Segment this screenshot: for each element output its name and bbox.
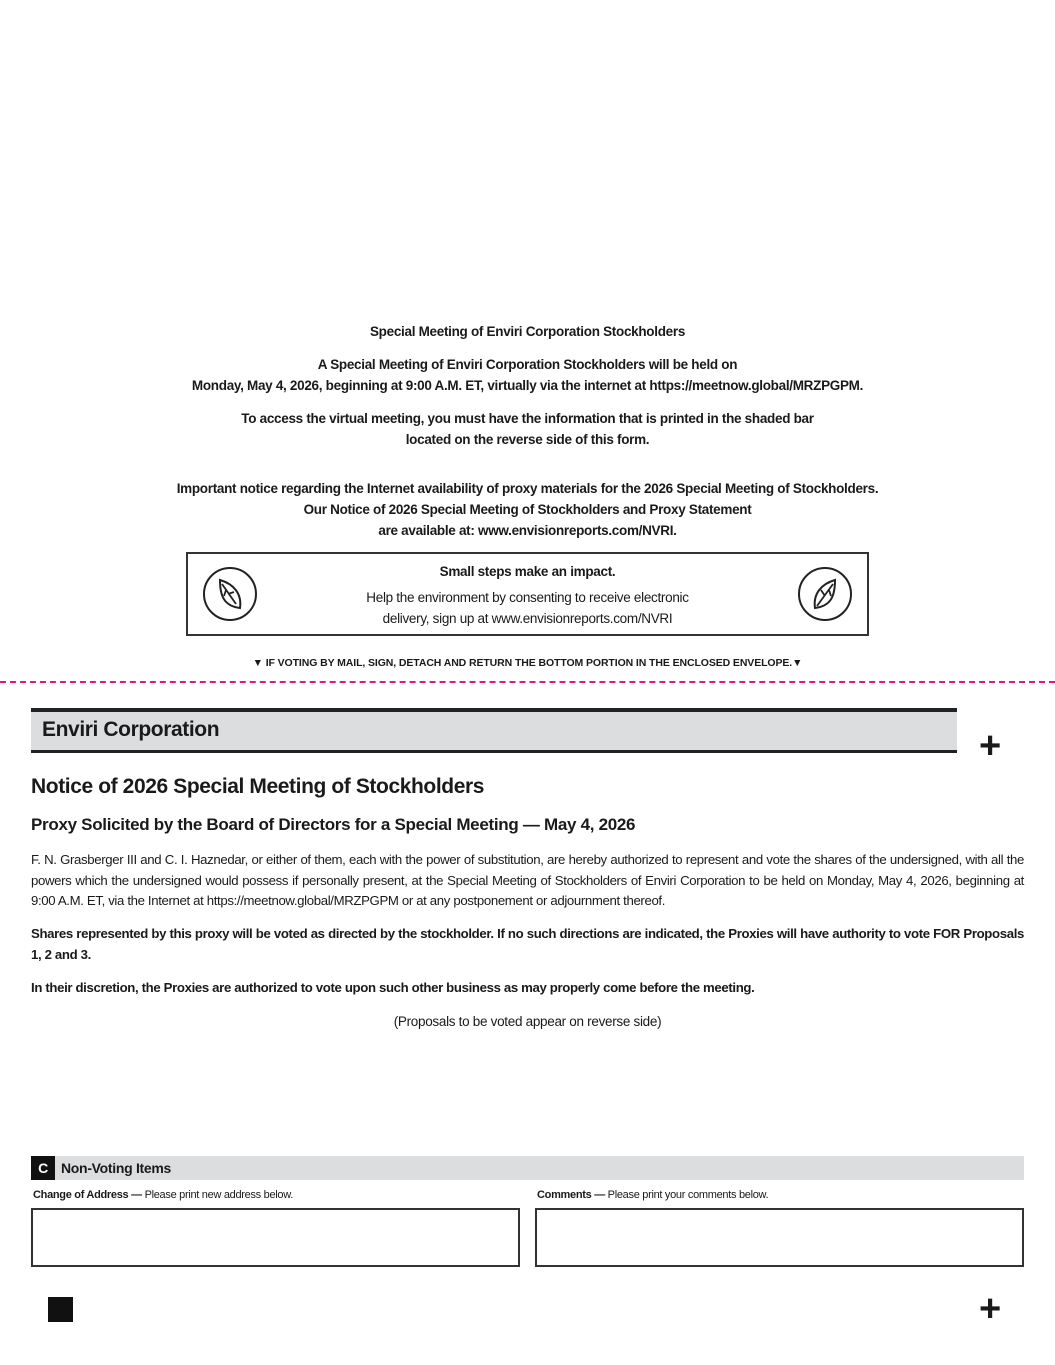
detach-line [0, 681, 1055, 683]
registration-square-icon [48, 1297, 73, 1322]
reverse-side-note: (Proposals to be voted appear on reverse side) [393, 1014, 662, 1029]
proxy-authorization-text: F. N. Grasberger III and C. I. Haznedar, or either of them, each with the power of substitution, are hereby authorized to represent and vote the shares of the undersigned, with all the powers which the undersigned would possess if personally present, at the Special Meeting of Stockholders of Enviri Corporation to be held on Monday, May 4, 2026, beginning at 9:00 A.M. ET, via the Internet at https://meetnow.global/MRZPGPM or at any postponement or adjournment thereof. [31, 852, 1024, 908]
meeting-held-line1: A Special Meeting of Enviri Corporation Stockholders will be held on [317, 357, 738, 372]
notice-line2: Our Notice of 2026 Special Meeting of Stockholders and Proxy Statement [303, 502, 752, 517]
registration-plus-icon: + [979, 1288, 1002, 1330]
eco-line2: delivery, sign up at www.envisionreports.com/NVRI [382, 611, 673, 626]
meeting-held-line2: Monday, May 4, 2026, beginning at 9:00 A.M. ET, virtually via the internet at https://meetnow.global/MRZPGPM. [191, 378, 864, 393]
comments-label-bold: Comments — [537, 1189, 605, 1201]
address-hint: Please print new address below. [144, 1189, 294, 1201]
section-letter: C [31, 1156, 55, 1180]
eco-line1: Help the environment by consenting to receive electronic [366, 590, 689, 605]
eco-title: Small steps make an impact. [439, 564, 616, 579]
address-field[interactable] [31, 1208, 520, 1267]
leaf-icon [797, 566, 853, 622]
notice-heading: Notice of 2026 Special Meeting of Stockholders [31, 775, 485, 798]
detach-instructions: ▼ IF VOTING BY MAIL, SIGN, DETACH AND RETURN THE BOTTOM PORTION IN THE ENCLOSED ENVELOPE.▼ [252, 657, 803, 669]
proxy-voting-text: Shares represented by this proxy will be voted as directed by the stockholder. If no such directions are indicated, the Proxies will have authority to vote FOR Proposals 1, 2 and 3. [31, 926, 1024, 962]
comments-label [537, 1189, 768, 1201]
company-header: Enviri Corporation [31, 708, 957, 753]
non-voting-header [31, 1156, 1024, 1180]
non-voting-title: Non-Voting Items [61, 1160, 172, 1176]
meeting-title: Special Meeting of Enviri Corporation Stockholders [369, 324, 686, 339]
access-line1: To access the virtual meeting, you must have the information that is printed in the shaded bar [241, 411, 814, 426]
address-label-bold: Change of Address — [33, 1189, 142, 1201]
proxy-discretion-text: In their discretion, the Proxies are authorized to vote upon such other business as may properly come before the meeting. [31, 980, 755, 995]
internet-notice: Important notice regarding the Internet availability of proxy materials for the 2026 Special Meeting of Stockholders. [176, 481, 879, 496]
comments-hint: Please print your comments below. [607, 1189, 769, 1201]
registration-plus-icon: + [979, 725, 1002, 767]
comments-field[interactable] [535, 1208, 1024, 1267]
notice-line3: are available at: www.envisionreports.com/NVRI. [378, 523, 677, 538]
address-label [33, 1189, 293, 1201]
proxy-subheading: Proxy Solicited by the Board of Directors for a Special Meeting — May 4, 2026 [31, 815, 636, 834]
access-line2: located on the reverse side of this form. [405, 432, 650, 447]
eco-delivery-box [186, 552, 869, 636]
